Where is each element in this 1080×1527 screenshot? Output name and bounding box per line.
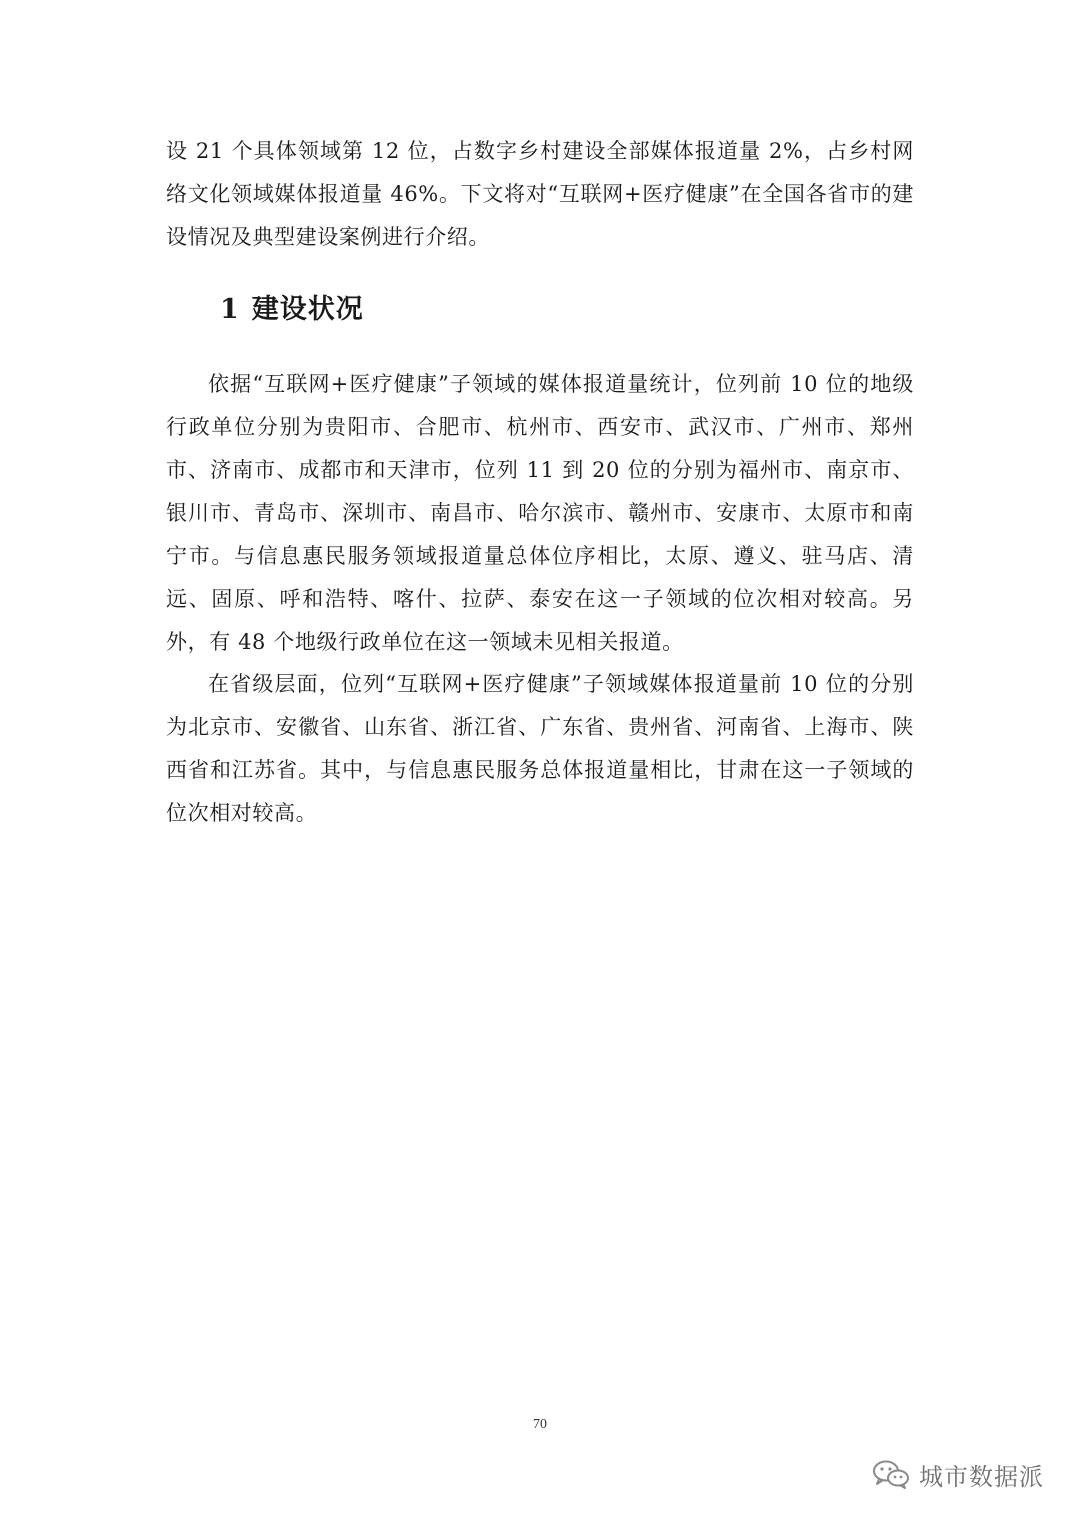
section-title: 建设状况 — [251, 294, 364, 325]
body-paragraph-province-ranking: 在省级层面，位列“互联网+医疗健康”子领域媒体报道量前 10 位的分别为北京市、安徽省、山东省、浙江省、广东省、贵州省、河南省、上海市、陕西省和江苏省。其中，与信息惠民服务总体报道量相比，甘肃在这一子领域的位次相对较高。 — [166, 672, 914, 825]
watermark — [871, 1454, 1044, 1494]
body-paragraph-city-ranking: 依据“互联网+医疗健康”子领域的媒体报道量统计，位列前 10 位的地级行政单位分别为贵阳市、合肥市、杭州市、西安市、武汉市、广州市、郑州市、济南市、成都市和天津市，位列 11 到 20 位的分别为福州市、南京市、银川市、青岛市、深圳市、南昌市、哈尔滨市、赣州市、安康市、太原市和南宁市。与信息惠民服务领域报道量总体位序相比，太原、遵义、驻马店、清远、固原、呼和浩特、喀什、拉萨、泰安在这一子领域的位次相对较高。另外，有 48 个地级行政单位在这一领域未见相关报道。 — [166, 372, 914, 654]
section-number: 1 — [220, 294, 240, 325]
section-heading — [220, 288, 364, 332]
page-number: 70 — [533, 1417, 547, 1432]
intro-paragraph: 设 21 个具体领域第 12 位，占数字乡村建设全部媒体报道量 2%，占乡村网络文化领域媒体报道量 46%。下文将对“互联网+医疗健康”在全国各省市的建设情况及典型建设案例进行介绍。 — [166, 139, 914, 249]
wechat-icon — [871, 1459, 911, 1489]
watermark-text: 城市数据派 — [919, 1462, 1044, 1491]
